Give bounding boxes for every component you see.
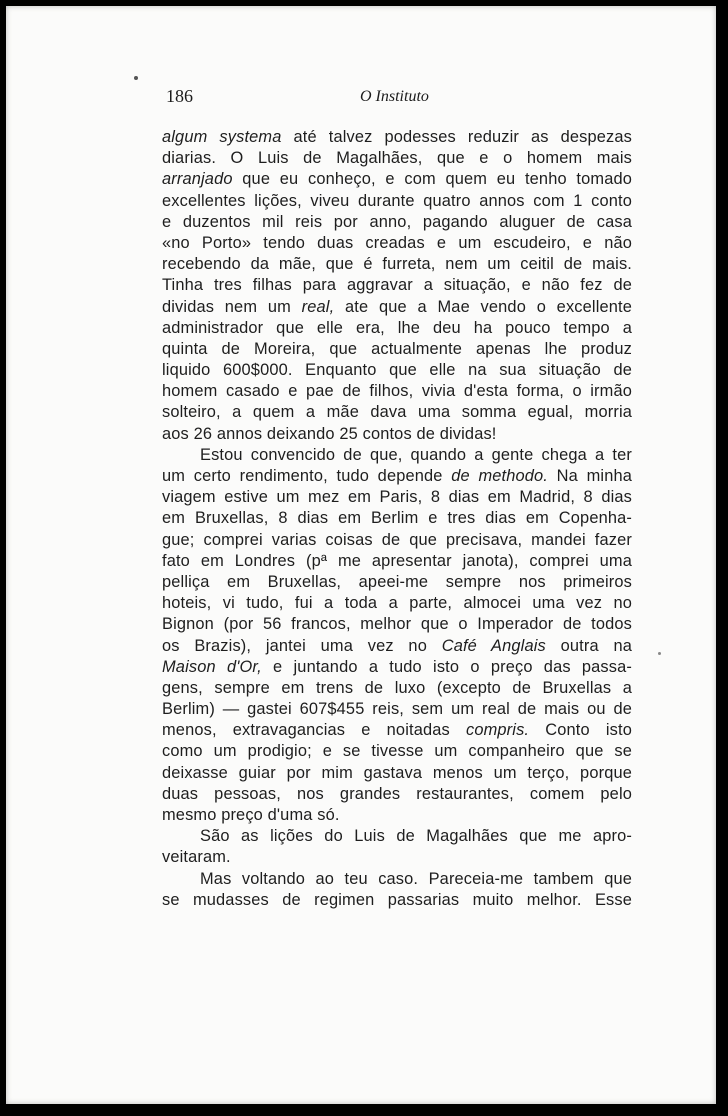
text-line <box>162 869 632 890</box>
text-line <box>162 678 632 699</box>
italic-text: compris. <box>465 721 530 740</box>
text-segment: fato em Londres (pª me apresentar janota), comprei uma <box>162 551 632 570</box>
text-line <box>162 784 632 805</box>
text-line <box>162 636 632 657</box>
text-line <box>162 699 632 720</box>
text-segment: deixasse guiar por mim gastava menos um terço, porque <box>162 763 632 782</box>
italic-text: Maison d'Or, <box>162 657 262 676</box>
text-line <box>162 445 632 466</box>
text-segment: ate que a Mae vendo o excellente <box>334 297 632 316</box>
text-line <box>162 360 632 381</box>
text-line <box>162 233 632 254</box>
text-segment: gue; comprei varias coisas de que precisava, mandei fazer <box>162 530 632 549</box>
text-segment: diarias. O Luis de Magalhães, que e o homem mais <box>162 149 632 168</box>
text-line <box>162 424 632 445</box>
text-segment: quinta de Moreira, que actualmente apenas lhe produz <box>162 339 632 358</box>
ink-speck <box>658 652 661 655</box>
text-line <box>162 805 632 826</box>
text-line <box>162 212 632 233</box>
italic-text: de methodo. <box>451 467 548 485</box>
italic-text: algum systema <box>162 128 282 146</box>
text-segment: e juntando a tudo isto o preço das passa- <box>261 657 632 676</box>
text-segment: mesmo preço d'uma só. <box>162 806 340 824</box>
text-line <box>162 508 632 529</box>
text-segment: «no Porto» tendo duas creadas e um escudeiro, e não <box>162 233 632 252</box>
text-segment: Na minha <box>548 467 632 485</box>
text-line <box>162 551 632 572</box>
text-line <box>162 148 632 169</box>
text-line <box>162 572 632 593</box>
text-segment: um certo rendimento, tudo depende <box>162 467 452 485</box>
text-line <box>162 593 632 614</box>
ink-speck <box>134 76 138 80</box>
text-segment: recebendo da mãe, que é furreta, nem um ceitil de mais. <box>162 255 632 274</box>
text-line <box>162 614 632 635</box>
text-segment: até talvez podesses reduzir as despezas <box>281 128 632 146</box>
italic-text: arranjado <box>162 170 233 189</box>
text-segment: aos 26 annos deixando 25 contos de dividas! <box>162 424 497 443</box>
book-page <box>6 6 716 1104</box>
text-line <box>162 720 632 741</box>
text-segment: Tinha tres filhas para aggravar a situação, e não fez de <box>162 276 632 295</box>
italic-text: real, <box>301 297 335 316</box>
text-segment: homem casado e pae de filhos, vivia d'esta forma, o irmão <box>162 382 632 401</box>
text-segment: Bignon (por 56 francos, melhor que o Imperador de todos <box>162 615 632 634</box>
text-line <box>162 402 632 423</box>
text-line <box>162 847 632 868</box>
text-line <box>162 127 632 148</box>
text-line <box>162 318 632 339</box>
text-segment: hoteis, vi tudo, fui a toda a parte, almocei uma vez no <box>162 594 632 613</box>
text-line <box>162 191 632 212</box>
text-line <box>162 254 632 275</box>
text-segment: excellentes lições, viveu durante quatro annos com 1 conto <box>162 191 632 210</box>
text-segment: solteiro, a quem a mãe dava uma somma egual, morria <box>162 403 632 422</box>
text-segment: como um prodigio; e se tivesse um companheiro que se <box>162 742 632 761</box>
text-segment: veitaram. <box>162 848 231 867</box>
text-segment: em Bruxellas, 8 dias em Berlim e tres dias em Copenha- <box>162 509 632 528</box>
running-head <box>164 86 638 112</box>
text-line <box>162 339 632 360</box>
text-line <box>162 657 632 678</box>
text-segment: Mas voltando ao teu caso. Pareceia-me tambem que <box>200 869 632 888</box>
text-segment: que eu conheço, e com quem eu tenho tomado <box>232 170 632 189</box>
italic-text: Café Anglais <box>441 636 546 655</box>
text-line <box>162 275 632 296</box>
text-segment: pelliça em Bruxellas, apeei-me sempre nos primeiros <box>162 572 632 591</box>
text-line <box>162 530 632 551</box>
text-line <box>162 826 632 847</box>
text-line <box>162 297 632 318</box>
text-line <box>162 487 632 508</box>
text-line <box>162 763 632 784</box>
text-segment: Conto isto <box>529 721 632 740</box>
text-line <box>162 466 632 487</box>
text-segment: se mudasses de regimen passarias muito melhor. Esse <box>162 890 632 909</box>
text-segment: viagem estive um mez em Paris, 8 dias em Madrid, 8 dias <box>162 488 632 507</box>
text-segment: gens, sempre em trens de luxo (excepto de Bruxellas a <box>162 678 632 697</box>
text-segment: liquido 600$000. Enquanto que elle na sua situação de <box>162 361 632 380</box>
text-segment: e duzentos mil reis por anno, pagando aluguer de casa <box>162 212 632 231</box>
text-segment: menos, extravagancias e noitadas <box>162 721 466 740</box>
text-segment: Estou convencido de que, quando a gente chega a ter <box>200 445 632 464</box>
text-segment: os Brazis), jantei uma vez no <box>162 636 442 655</box>
text-segment: administrador que elle era, lhe deu ha pouco tempo a <box>162 318 632 337</box>
text-segment: duas pessoas, nos grandes restaurantes, comem pelo <box>162 784 632 803</box>
page-number: 186 <box>166 86 193 106</box>
text-segment: São as lições do Luis de Magalhães que me apro- <box>200 827 632 846</box>
body-text <box>162 127 632 911</box>
text-line <box>162 169 632 190</box>
text-segment: Berlim) — gastei 607$455 reis, sem um real de mais ou de <box>162 700 632 719</box>
text-line <box>162 741 632 762</box>
text-segment: dividas nem um <box>162 297 302 316</box>
text-line <box>162 381 632 402</box>
text-segment: outra na <box>545 636 632 655</box>
text-line <box>162 890 632 911</box>
journal-title: O Instituto <box>360 88 429 105</box>
